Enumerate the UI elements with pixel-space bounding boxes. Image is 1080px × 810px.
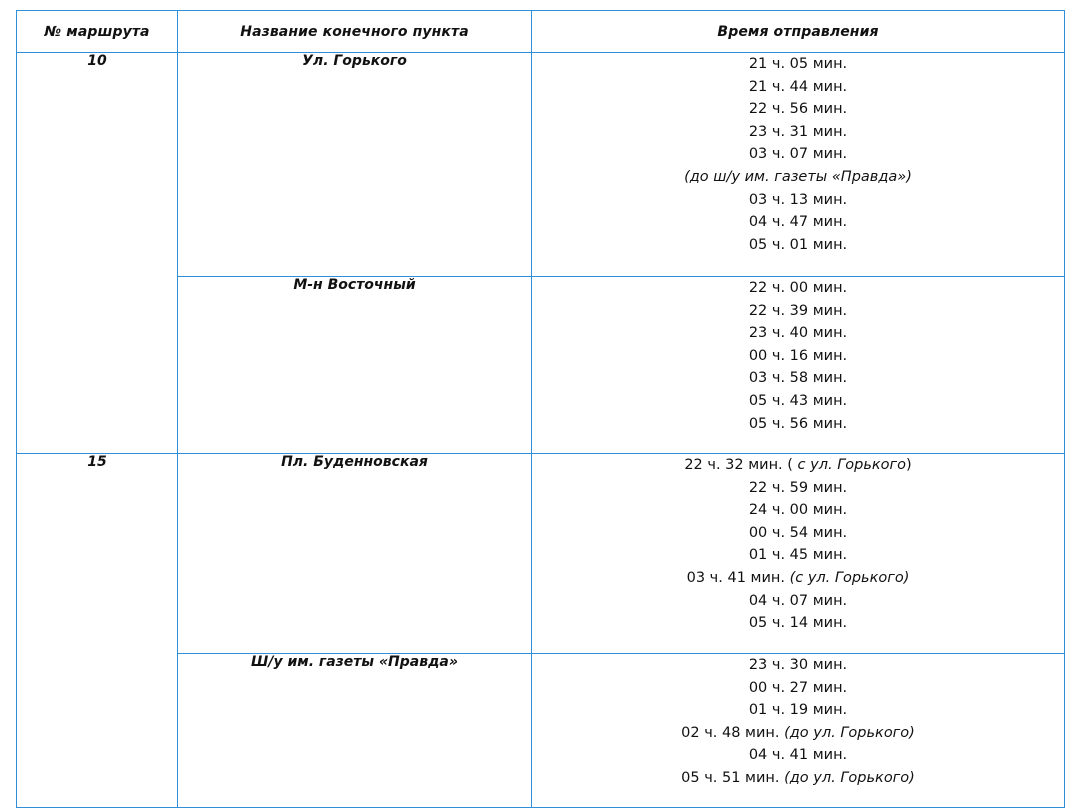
departure-time-line <box>532 390 1064 413</box>
departure-time-line <box>532 300 1064 323</box>
departure-time: 01 ч. 45 мин. <box>748 547 848 564</box>
departure-note: (с ул. Горького) <box>789 569 910 586</box>
departure-times <box>532 277 1065 454</box>
departure-time: 22 ч. 00 мин. <box>748 280 848 296</box>
departure-time-line <box>532 654 1064 677</box>
departure-times <box>532 53 1065 277</box>
departure-time-line <box>532 234 1064 257</box>
header-departure-time: Время отправления <box>532 11 1065 53</box>
departure-time-line <box>532 722 1064 745</box>
table-row <box>17 454 1065 654</box>
departure-time-line <box>532 522 1064 545</box>
departure-time: 03 ч. 07 мин. <box>748 146 848 163</box>
departure-time-line <box>532 121 1064 144</box>
departure-time-line <box>532 477 1064 500</box>
departure-note: (до ул. Горького) <box>784 769 915 786</box>
header-destination: Название конечного пункта <box>178 11 532 53</box>
departure-time: 05 ч. 51 мин. <box>681 769 785 786</box>
departure-time-line <box>532 767 1064 790</box>
departure-time-line <box>532 143 1064 166</box>
departure-time: 03 ч. 58 мин. <box>748 370 848 387</box>
schedule-table <box>16 10 1065 808</box>
departure-time-line <box>532 590 1064 613</box>
destination-name: Пл. Буденновская <box>178 454 532 654</box>
departure-time-line <box>532 53 1064 76</box>
departure-time-line <box>532 499 1064 522</box>
departure-time-line <box>532 567 1064 590</box>
departure-time-line <box>532 189 1064 212</box>
departure-time-line <box>532 367 1064 390</box>
departure-time: 04 ч. 07 мин. <box>748 592 848 609</box>
route-number-15: 15 <box>17 454 178 808</box>
departure-time: 24 ч. 00 мин. <box>748 502 848 519</box>
departure-time: 00 ч. 16 мин. <box>748 347 848 364</box>
destination-name: Ул. Горького <box>178 53 532 277</box>
departure-time-line <box>532 98 1064 121</box>
departure-time: 05 ч. 56 мин. <box>748 415 848 432</box>
departure-time: 23 ч. 31 мин. <box>748 123 848 140</box>
departure-time-line <box>532 454 1064 477</box>
departure-time-line <box>532 699 1064 722</box>
departure-time-line <box>532 277 1064 300</box>
departure-time-line <box>532 612 1064 635</box>
header-route-number: № маршрута <box>17 11 178 53</box>
departure-time: 00 ч. 27 мин. <box>748 679 848 696</box>
departure-time: 03 ч. 41 мин. <box>686 569 790 586</box>
departure-note: (до ш/у им. газеты «Правда») <box>684 168 912 185</box>
departure-time-line <box>532 166 1064 189</box>
route-number-10: 10 <box>17 53 178 454</box>
departure-time: 21 ч. 44 мин. <box>748 78 848 95</box>
departure-time-line <box>532 677 1064 700</box>
departure-time-line <box>532 544 1064 567</box>
departure-time: 03 ч. 13 мин. <box>748 191 848 208</box>
destination-name: М-н Восточный <box>178 277 532 454</box>
table-row <box>17 53 1065 277</box>
departure-time: 04 ч. 47 мин. <box>748 214 848 231</box>
departure-time: 04 ч. 41 мин. <box>748 747 848 764</box>
departure-time: 21 ч. 05 мин. <box>748 56 848 72</box>
departure-time: 05 ч. 14 мин. <box>748 615 848 632</box>
departure-time: 00 ч. 54 мин. <box>748 524 848 541</box>
departure-times <box>532 654 1065 808</box>
departure-time: 23 ч. 40 мин. <box>748 325 848 342</box>
departure-time: 01 ч. 19 мин. <box>748 702 848 719</box>
departure-time: 22 ч. 59 мин. <box>748 479 848 496</box>
departure-time-line <box>532 744 1064 767</box>
departure-note: с ул. Горького <box>792 457 907 473</box>
departure-time: 02 ч. 48 мин. <box>681 724 785 741</box>
departure-time: 05 ч. 01 мин. <box>748 236 848 253</box>
departure-note-suffix: ) <box>906 457 912 473</box>
departure-note: (до ул. Горького) <box>784 724 915 741</box>
departure-time: 22 ч. 32 мин. ( <box>684 457 793 473</box>
departure-time: 22 ч. 56 мин. <box>748 101 848 118</box>
destination-name: Ш/у им. газеты «Правда» <box>178 654 532 808</box>
departure-time: 23 ч. 30 мин. <box>748 657 848 673</box>
departure-time-line <box>532 76 1064 99</box>
departure-time-line <box>532 345 1064 368</box>
departure-time: 22 ч. 39 мин. <box>748 302 848 319</box>
header-row <box>17 11 1065 53</box>
departure-time-line <box>532 322 1064 345</box>
departure-time-line <box>532 413 1064 436</box>
departure-times <box>532 454 1065 654</box>
departure-time: 05 ч. 43 мин. <box>748 392 848 409</box>
departure-time-line <box>532 211 1064 234</box>
